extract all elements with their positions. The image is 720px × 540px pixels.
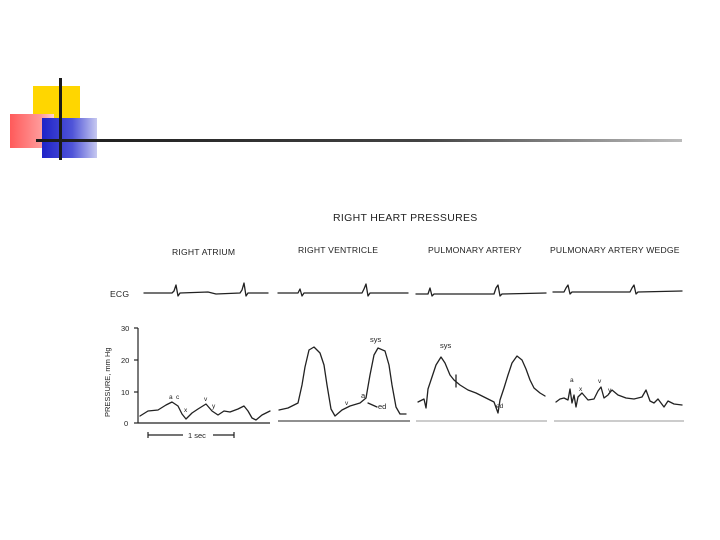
slide-decoration-blue-square <box>42 118 97 158</box>
section-pulmonary-artery: PULMONARY ARTERY <box>428 245 522 255</box>
annotation-pw-v: v <box>598 378 602 385</box>
pressure-trace-pulmonary-artery <box>418 356 545 413</box>
annotation-rv-v: v <box>345 400 349 407</box>
section-pulmonary-artery-wedge: PULMONARY ARTERY WEDGE <box>550 245 680 255</box>
annotation-ra-x: x <box>184 407 188 414</box>
annotation-pa-sys: sys <box>440 341 452 350</box>
y-tick-label-30: 30 <box>121 324 130 333</box>
annotation-rv-ed: ed <box>378 402 387 411</box>
annotation-ra-c: c <box>176 394 180 401</box>
section-right-atrium: RIGHT ATRIUM <box>172 247 236 257</box>
ecg-trace-right-atrium <box>144 283 268 296</box>
annotation-pw-x: x <box>579 386 583 393</box>
pressure-trace-right-ventricle <box>279 347 406 416</box>
slide-decoration-horizontal-line <box>36 139 682 142</box>
time-scale-label: 1 sec <box>188 431 206 440</box>
y-tick-label-20: 20 <box>121 356 130 365</box>
ecg-label: ECG <box>110 289 130 299</box>
section-right-ventricle: RIGHT VENTRICLE <box>298 245 379 255</box>
annotation-pw-y: y <box>608 387 612 394</box>
y-tick-label-10: 10 <box>121 388 130 397</box>
pressure-trace-right-atrium <box>140 402 270 420</box>
annotation-rv-a: a <box>361 391 366 400</box>
annotation-pa-ed: ed <box>496 403 504 410</box>
ecg-trace-pulmonary-wedge <box>553 285 682 294</box>
pressure-trace-pulmonary-wedge <box>556 387 682 407</box>
figure-title: RIGHT HEART PRESSURES <box>333 212 478 224</box>
annotation-rv-sys: sys <box>370 335 382 344</box>
ecg-trace-right-ventricle <box>278 284 408 296</box>
ecg-trace-pulmonary-artery <box>416 285 546 296</box>
figure-canvas <box>98 205 690 455</box>
y-tick-label-0: 0 <box>124 419 129 428</box>
annotation-pw-a: a <box>570 377 574 384</box>
right-heart-pressures-figure <box>98 205 690 455</box>
annotation-ra-a: a <box>169 394 173 401</box>
rv-ed-pointer <box>368 403 377 407</box>
annotation-ra-v: v <box>204 396 208 403</box>
y-axis-label: PRESSURE, mm Hg <box>103 347 112 417</box>
slide-decoration-vertical-line <box>59 78 62 160</box>
annotation-ra-y: y <box>212 403 216 410</box>
